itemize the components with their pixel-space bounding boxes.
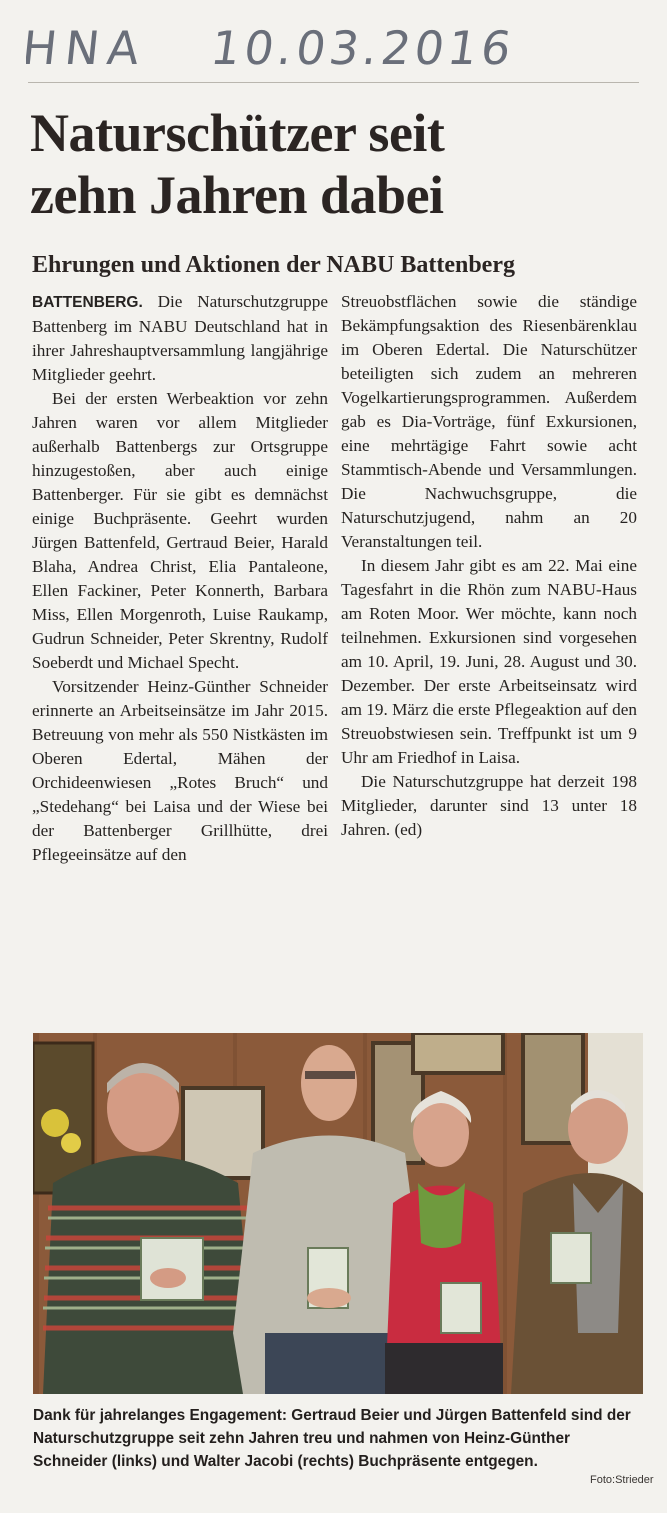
handwritten-source-date [26, 14, 626, 78]
handwritten-date: 10.03.2016 [207, 21, 519, 75]
top-divider [28, 82, 639, 83]
paragraph: Vorsitzender Heinz-Günther Schneider erinnerte an Arbeitseinsätze im Jahr 2015. Betreuung von mehr als 550 Nistkästen im Oberen Edertal, Mähen der Orchideenwiesen „Rotes Bruch“ und „Stedehang“ bei Laisa und der Wiese bei der Battenberger Grillhütte, drei Pflegeeinsätze auf den [32, 677, 328, 864]
photo-credit: Foto:Strieder [590, 1474, 654, 1486]
column-left [32, 290, 328, 1025]
headline-line-2: zehn Jahren dabei [30, 165, 444, 225]
headline [30, 102, 640, 226]
paragraph: Streuobstflächen sowie die ständige Bekämpfungsaktion des Riesenbärenklau im Oberen Edertal. Die Naturschützer beteiligten sich zudem an mehreren Vogelkartierungsprogrammen. Außerdem gab es Dia-Vorträge, fünf Exkursionen, eine mehrtägige Fahrt sowie acht Stammtisch-Abende und Versammlungen. Die Nachwuchsgruppe, die Naturschutzjugend, nahm an 20 Veranstaltungen teil. [341, 292, 637, 551]
dateline: BATTENBERG. [32, 294, 143, 311]
paragraph-text: Die Naturschutzgruppe Battenberg im NABU Deutschland hat in ihrer Jahreshauptversammlung langjährige Mitglieder geehrt. [32, 292, 328, 384]
paragraph [32, 290, 328, 387]
column-right [341, 290, 637, 1025]
paragraph: Die Naturschutzgruppe hat derzeit 198 Mitglieder, darunter sind 13 unter 18 Jahren. (ed) [341, 772, 637, 839]
article-body [32, 290, 637, 1025]
group-photo [33, 1033, 643, 1394]
subheadline: Ehrungen und Aktionen der NABU Battenberg [32, 252, 515, 278]
photo-caption: Dank für jahrelanges Engagement: Gertraud Beier und Jürgen Battenfeld sind der Naturschutzgruppe seit zehn Jahren treu und nahmen von Heinz-Günther Schneider (links) und Walter Jacobi (rechts) Buchpräsente entgegen. [33, 1407, 631, 1470]
headline-line-1: Naturschützer seit [30, 103, 445, 163]
handwritten-source: HNA [26, 21, 150, 75]
paragraph: In diesem Jahr gibt es am 22. Mai eine Tagesfahrt in die Rhön zum NABU-Haus am Roten Moor. Wer möchte, kann noch teilnehmen. Exkursionen sind vorgesehen am 10. April, 19. Juni, 28. August und 30. Dezember. Der erste Arbeitseinsatz wird am 19. März die erste Pflegeaktion auf den Streuobstwiesen sein. Treffpunkt ist um 9 Uhr am Friedhof in Laisa. [341, 556, 637, 767]
paragraph: Bei der ersten Werbeaktion vor zehn Jahren waren vor allem Mitglieder außerhalb Battenbergs zur Ortsgruppe hinzugestoßen, aber auch einige Battenberger. Für sie gibt es demnächst einige Buchpräsente. Geehrt wurden Jürgen Battenfeld, Gertraud Beier, Harald Blaha, Andrea Christ, Elia Pantaleone, Ellen Fackiner, Peter Konnerth, Barbara Miss, Ellen Morgenroth, Luise Raukamp, Gudrun Schneider, Peter Skrentny, Rudolf Soeberdt und Michael Specht. [32, 389, 328, 672]
